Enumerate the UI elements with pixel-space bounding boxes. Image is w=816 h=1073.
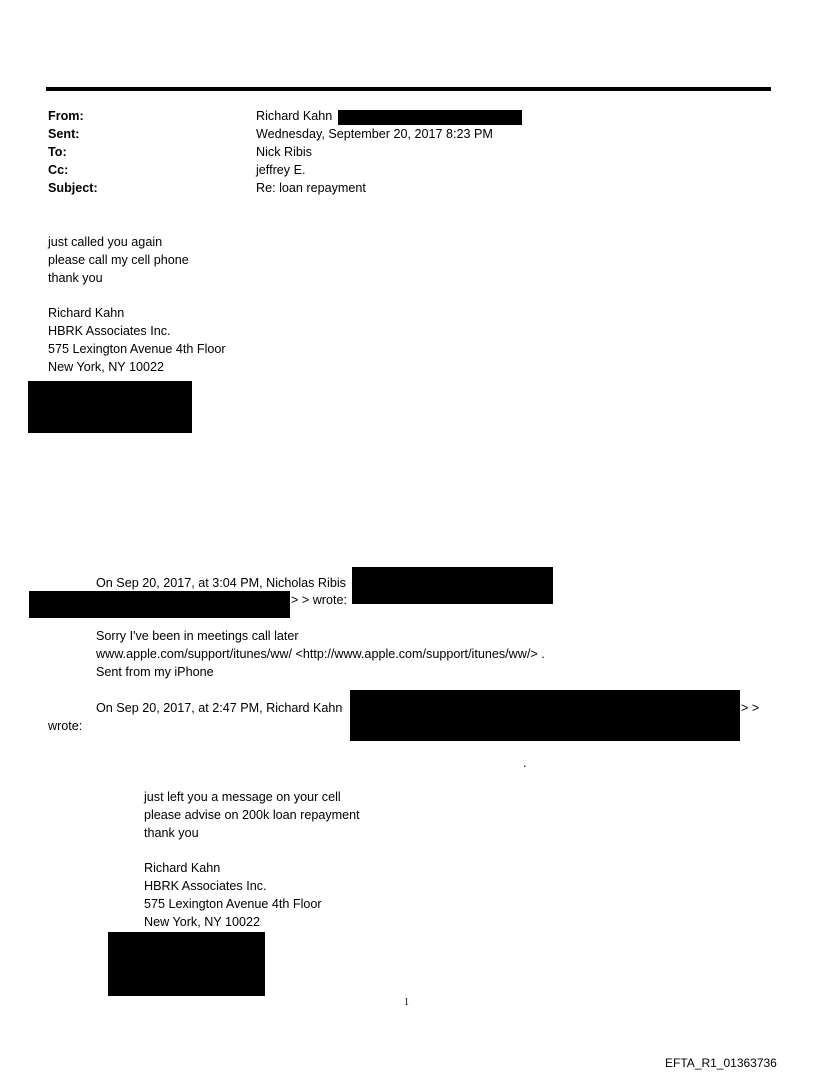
redaction-quote1-email xyxy=(352,567,553,604)
body-line: please call my cell phone xyxy=(48,253,189,267)
from-label: From: xyxy=(48,109,84,123)
quote2-line: just left you a message on your cell xyxy=(144,790,341,804)
signature-line: 575 Lexington Avenue 4th Floor xyxy=(48,342,226,356)
cc-value: jeffrey E. xyxy=(256,163,306,177)
page-number: 1 xyxy=(404,997,409,1008)
sent-label: Sent: xyxy=(48,127,80,141)
quote2-line: thank you xyxy=(144,826,199,840)
quote1-body xyxy=(96,627,545,681)
body-line: just called you again xyxy=(48,235,163,249)
quote1-line: www.apple.com/support/itunes/ww/ <http://www.apple.com/support/itunes/ww/> . xyxy=(96,647,545,661)
quote2-signature-line: 575 Lexington Avenue 4th Floor xyxy=(144,897,322,911)
document-id: EFTA_R1_01363736 xyxy=(665,1056,777,1070)
message-body xyxy=(48,233,189,287)
redaction-quote1-email-cont xyxy=(29,591,290,618)
quote2-header: On Sep 20, 2017, at 2:47 PM, Richard Kahn xyxy=(96,701,343,715)
redaction-quote2-phone xyxy=(108,932,265,996)
signature-line: New York, NY 10022 xyxy=(48,360,164,374)
quote2-signature-line: Richard Kahn xyxy=(144,861,221,875)
signature xyxy=(48,304,226,376)
cc-label: Cc: xyxy=(48,163,69,177)
header-rule xyxy=(46,87,771,91)
redaction-quote2-email xyxy=(350,690,740,741)
subject-label: Subject: xyxy=(48,181,98,195)
to-label: To: xyxy=(48,145,67,159)
quote1-wrote: > > wrote: xyxy=(291,593,348,607)
quote2-signature xyxy=(144,859,322,931)
redaction-from-email xyxy=(338,110,522,125)
stray-dot: . xyxy=(523,756,527,770)
redaction-signature-phone xyxy=(28,381,192,433)
quote2-signature-line: New York, NY 10022 xyxy=(144,915,260,929)
quote2-wrote: wrote: xyxy=(48,719,83,733)
sent-value: Wednesday, September 20, 2017 8:23 PM xyxy=(256,127,493,141)
quote2-signature-line: HBRK Associates Inc. xyxy=(144,879,267,893)
subject-value: Re: loan repayment xyxy=(256,181,366,195)
from-value: Richard Kahn xyxy=(256,109,333,123)
quote2-body xyxy=(144,788,360,842)
quote1-line: Sorry I've been in meetings call later xyxy=(96,629,299,643)
signature-line: Richard Kahn xyxy=(48,306,125,320)
to-value: Nick Ribis xyxy=(256,145,312,159)
quote2-header-tail: > > xyxy=(741,701,760,715)
quote2-line: please advise on 200k loan repayment xyxy=(144,808,360,822)
quote1-line: Sent from my iPhone xyxy=(96,665,214,679)
body-line: thank you xyxy=(48,271,103,285)
signature-line: HBRK Associates Inc. xyxy=(48,324,171,338)
quote1-header: On Sep 20, 2017, at 3:04 PM, Nicholas Ribis xyxy=(96,576,346,590)
